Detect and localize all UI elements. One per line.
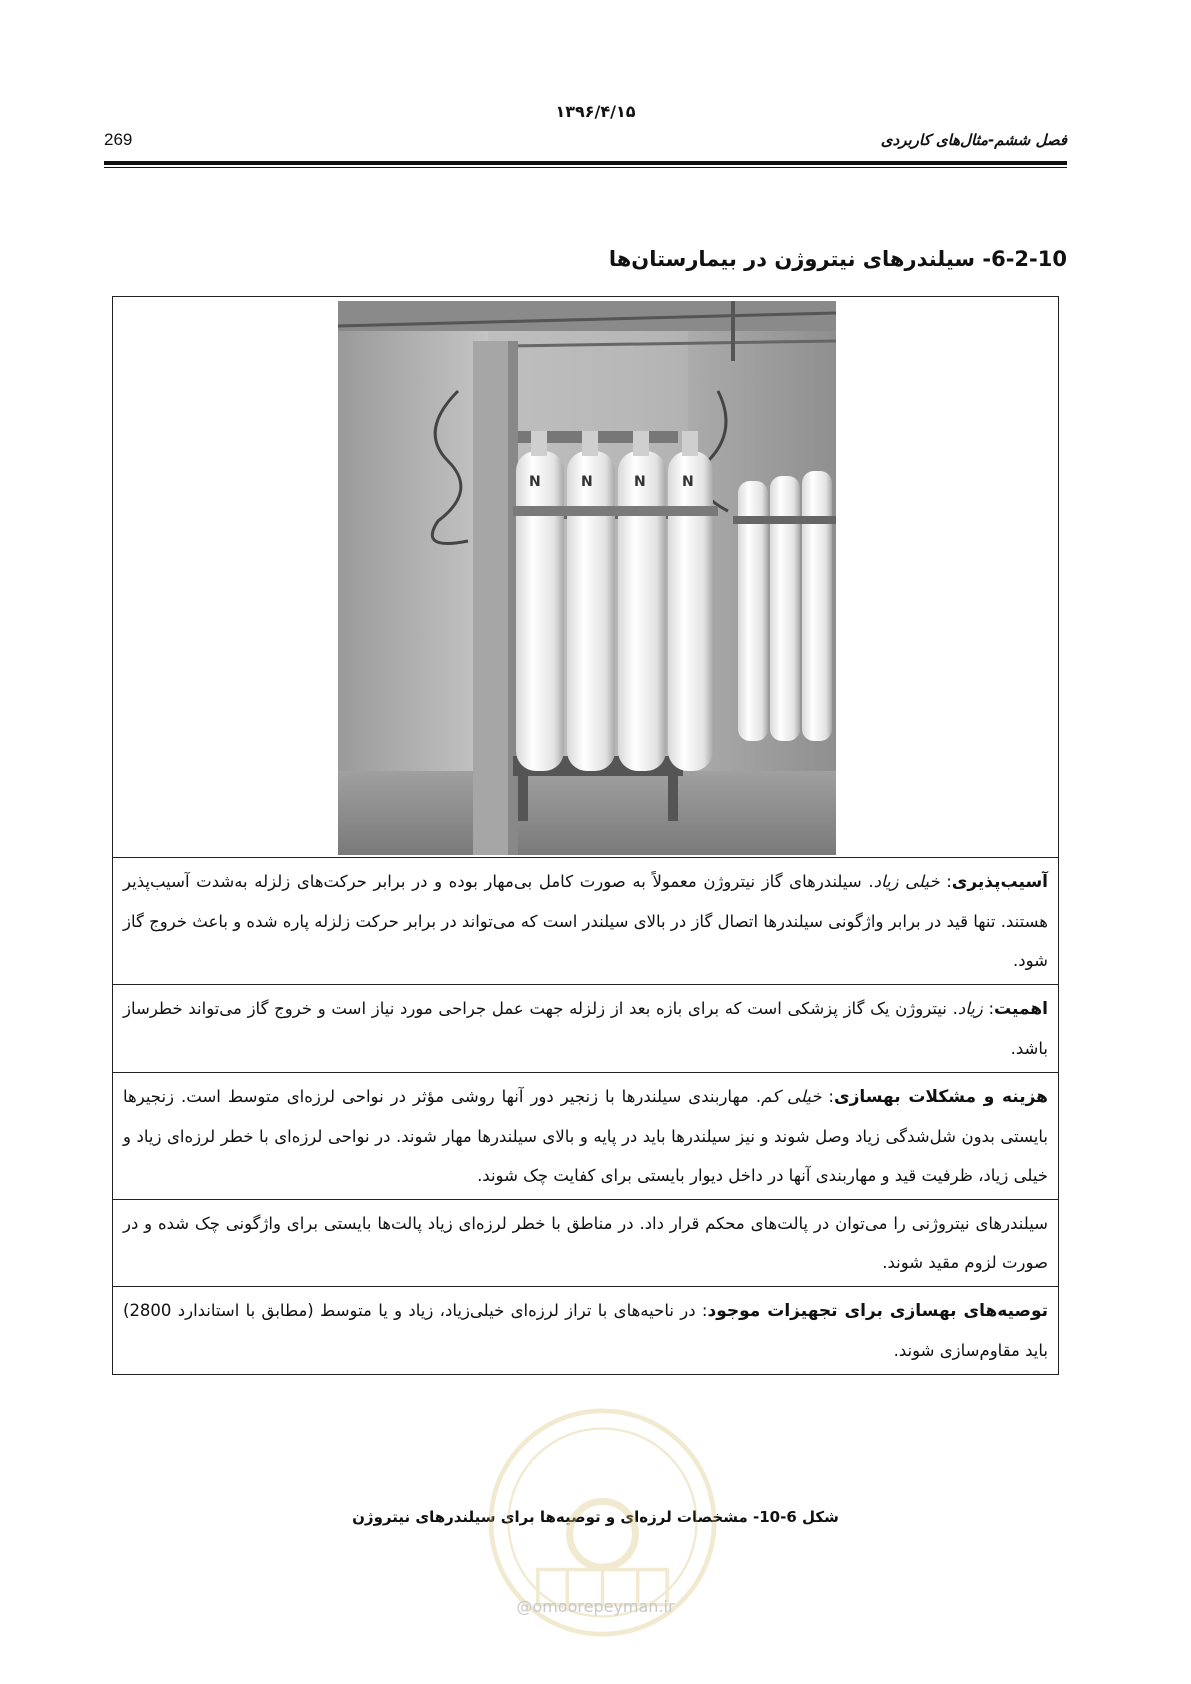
section-heading: 6-2-10- سیلندرهای نیتروژن در بیمارستان‌ها xyxy=(608,247,1067,271)
recommendations-row: توصیه‌های بهسازی برای تجهیزات موجود: در ناحیه‌های با تراز لرزه‌ای خیلی‌زیاد، زیاد و یا متوسط (مطابق با استاندارد 2800) باید مقاوم‌سازی شوند. xyxy=(123,1301,1048,1360)
header-rule-thick xyxy=(104,161,1067,165)
importance-row: اهمیت: زیاد. نیتروژن یک گاز پزشکی است که برای بازه بعد از زلزله جهت عمل جراحی مورد نیاز است و خروج گاز می‌تواند خطرساز باشد. xyxy=(113,985,1058,1073)
chapter-title: فصل ششم-مثال‌های کاربردی xyxy=(880,131,1067,149)
print-date: ۱۳۹۶/۴/۱۵ xyxy=(555,102,636,121)
pallet-note-row xyxy=(113,1200,1058,1287)
photo-cell xyxy=(113,297,1058,858)
importance-label: اهمیت xyxy=(994,999,1048,1019)
background-cylinders xyxy=(733,471,836,741)
watermark-url-text: omoorepeyman.ir xyxy=(532,1597,675,1616)
nitrogen-cylinders-photo xyxy=(338,301,836,855)
cylinder-label: N xyxy=(529,474,541,490)
cylinder-label: N xyxy=(634,474,646,490)
spec-table xyxy=(112,296,1059,1375)
watermark-url xyxy=(0,1597,1191,1616)
retrofit-cost-row: هزینه و مشکلات بهسازی: خیلی کم. مهاربندی سیلندرها با زنجیر دور آنها روشی مؤثر در نواحی لرزه‌ای متوسط است. زنجیرها بایستی بدون شل‌شدگی زیاد وصل شوند و نیز سیلندرها باید در پایه و بالای سیلندرها مهار شوند. در نواحی لرزه‌ای با خطر لرزه‌ای زیاد و خیلی زیاد، ظرفیت قید و مهاربندی آنها در داخل دیوار بایستی برای کفایت چک شوند. xyxy=(113,1073,1058,1200)
recommendations-label: توصیه‌های بهسازی برای تجهیزات موجود xyxy=(707,1301,1048,1321)
importance-rating: زیاد xyxy=(957,999,983,1018)
figure-caption: شکل 6-10- مشخصات لرزه‌ای و توصیه‌ها برای سیلندرهای نیتروژن xyxy=(352,1508,839,1526)
vulnerability-row: آسیب‌پذیری: خیلی زیاد. سیلندرهای گاز نیتروژن معمولاً به صورت کامل بی‌مهار بوده و در برابر حرکت‌های زلزله به‌شدت آسیب‌پذیر هستند. تنها قید در برابر واژگونی سیلندرها اتصال گاز در بالای سیلندر است که می‌تواند در برابر حرکت زلزله پاره شده و باعث خروج گاز شود. xyxy=(113,858,1058,985)
retrofit-cost-rating: خیلی کم xyxy=(761,1087,822,1106)
vulnerability-label: آسیب‌پذیری xyxy=(951,872,1048,892)
watermark-at-icon: @ xyxy=(516,1597,533,1616)
page-number: 269 xyxy=(104,130,133,149)
recommendations-text: در ناحیه‌های با تراز لرزه‌ای خیلی‌زیاد، زیاد و یا متوسط (مطابق با استاندارد 2800) باید مقاوم‌سازی شوند. xyxy=(123,1301,1048,1360)
retrofit-cost-text: مهاربندی سیلندرها با زنجیر دور آنها روشی مؤثر در نواحی لرزه‌ای متوسط است. زنجیرها بایستی بدون شل‌شدگی زیاد وصل شوند و نیز سیلندرها باید در پایه و بالای سیلندرها مهار شوند. در نواحی لرزه‌ای با خطر لرزه‌ای زیاد و خیلی زیاد، ظرفیت قید و مهاربندی آنها در داخل دیوار بایستی برای کفایت چک شوند. xyxy=(123,1087,1048,1185)
cylinder-label: N xyxy=(581,474,593,490)
retrofit-cost-label: هزینه و مشکلات بهسازی xyxy=(833,1087,1048,1107)
cylinder-label: N xyxy=(682,474,694,490)
header-rule-thin xyxy=(104,167,1067,168)
importance-text: نیتروژن یک گاز پزشکی است که برای بازه بعد از زلزله جهت عمل جراحی مورد نیاز است و خروج گاز می‌تواند خطرساز باشد. xyxy=(123,999,1048,1058)
vulnerability-text: سیلندرهای گاز نیتروژن معمولاً به صورت کامل بی‌مهار بوده و در برابر حرکت‌های زلزله به‌شدت آسیب‌پذیر هستند. تنها قید در برابر واژگونی سیلندرها اتصال گاز در بالای سیلندر است که می‌تواند در برابر حرکت زلزله پاره شده و باعث خروج گاز شود. xyxy=(123,872,1048,970)
pallet-note-text: سیلندرهای نیتروژنی را می‌توان در پالت‌های محکم قرار داد. در مناطق با خطر لرزه‌ای زیاد پالت‌ها بایستی برای واژگونی چک شده و در صورت لزوم مقید شوند. xyxy=(123,1214,1048,1272)
vulnerability-rating: خیلی زیاد xyxy=(873,872,940,891)
